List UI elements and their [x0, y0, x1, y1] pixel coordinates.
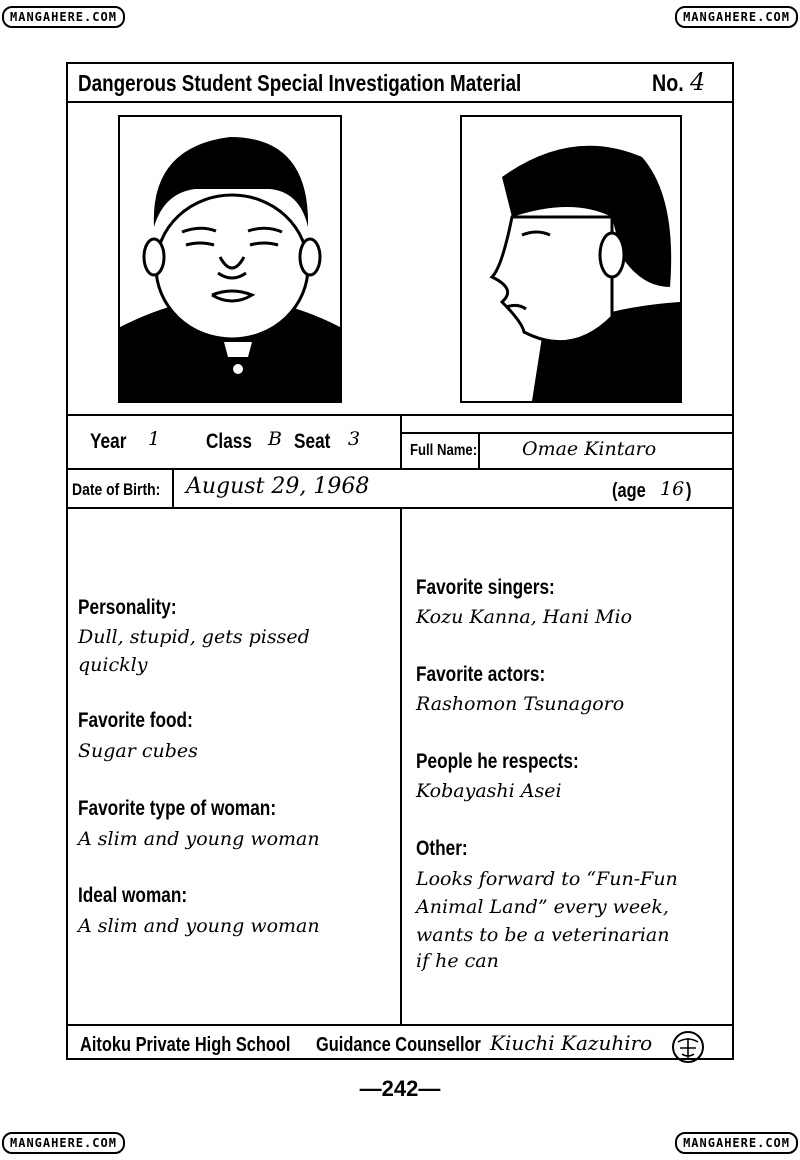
fullname-value: Omae Kintaro — [522, 438, 657, 460]
profile-portrait-illustration — [462, 117, 680, 401]
age-value: 16 — [660, 478, 685, 500]
woman-type-value: A slim and young woman — [78, 828, 320, 850]
investigation-form — [66, 62, 734, 1060]
year-value: 1 — [148, 428, 161, 450]
form-number-value: 4 — [690, 68, 706, 96]
age-open: (age — [612, 480, 646, 502]
form-number-label: No. — [652, 70, 684, 97]
food-label: Favorite food: — [78, 709, 193, 732]
watermark-bottom-right: MANGAHERE.COM — [675, 1132, 798, 1154]
food-value: Sugar cubes — [78, 740, 198, 762]
watermark-top-right: MANGAHERE.COM — [675, 6, 798, 28]
singers-label: Favorite singers: — [416, 576, 555, 599]
dob-label-divider — [172, 468, 174, 507]
fullname-label: Full Name: — [410, 442, 478, 459]
ideal-woman-label: Ideal woman: — [78, 884, 188, 907]
name-top-divider — [402, 432, 732, 434]
actors-label: Favorite actors: — [416, 663, 546, 686]
profile-photo — [460, 115, 682, 403]
seat-value: 3 — [348, 428, 361, 450]
other-label: Other: — [416, 837, 468, 860]
other-line-4: if he can — [416, 950, 499, 972]
footer-divider — [68, 1024, 732, 1026]
header-divider — [68, 101, 732, 103]
name-divider — [400, 414, 402, 468]
dob-value: August 29, 1968 — [186, 474, 370, 499]
counsellor-label: Guidance Counsellor — [316, 1034, 481, 1056]
column-divider — [400, 507, 402, 1024]
name-label-divider — [478, 432, 480, 468]
class-value: B — [268, 428, 282, 450]
personality-line-2: quickly — [78, 654, 148, 676]
dob-label: Date of Birth: — [72, 480, 161, 499]
watermark-top-left: MANGAHERE.COM — [2, 6, 125, 28]
woman-type-label: Favorite type of woman: — [78, 797, 277, 820]
page-number: —242— — [359, 1076, 441, 1101]
other-line-3: wants to be a veterinarian — [416, 924, 670, 946]
ideal-woman-value: A slim and young woman — [78, 915, 320, 937]
front-portrait-illustration — [120, 117, 340, 401]
school-name: Aitoku Private High School — [80, 1034, 291, 1056]
personality-label: Personality: — [78, 596, 177, 619]
other-line-1: Looks forward to “Fun-Fun — [416, 868, 678, 890]
seal-stamp-icon — [668, 1030, 708, 1064]
respects-value: Kobayashi Asei — [416, 780, 562, 802]
watermark-bottom-left: MANGAHERE.COM — [2, 1132, 125, 1154]
singers-value: Kozu Kanna, Hani Mio — [416, 606, 633, 628]
respects-label: People he respects: — [416, 750, 579, 773]
year-label: Year — [90, 430, 127, 453]
seat-label: Seat — [294, 430, 331, 453]
form-title: Dangerous Student Special Investigation Material — [78, 70, 522, 96]
counsellor-name: Kiuchi Kazuhiro — [490, 1031, 653, 1055]
age-close: ) — [686, 480, 692, 502]
front-photo — [118, 115, 342, 403]
year-divider — [68, 468, 732, 470]
actors-value: Rashomon Tsunagoro — [416, 693, 625, 715]
other-line-2: Animal Land” every week, — [416, 896, 669, 918]
personality-line-1: Dull, stupid, gets pissed — [78, 626, 310, 648]
class-label: Class — [206, 430, 252, 453]
